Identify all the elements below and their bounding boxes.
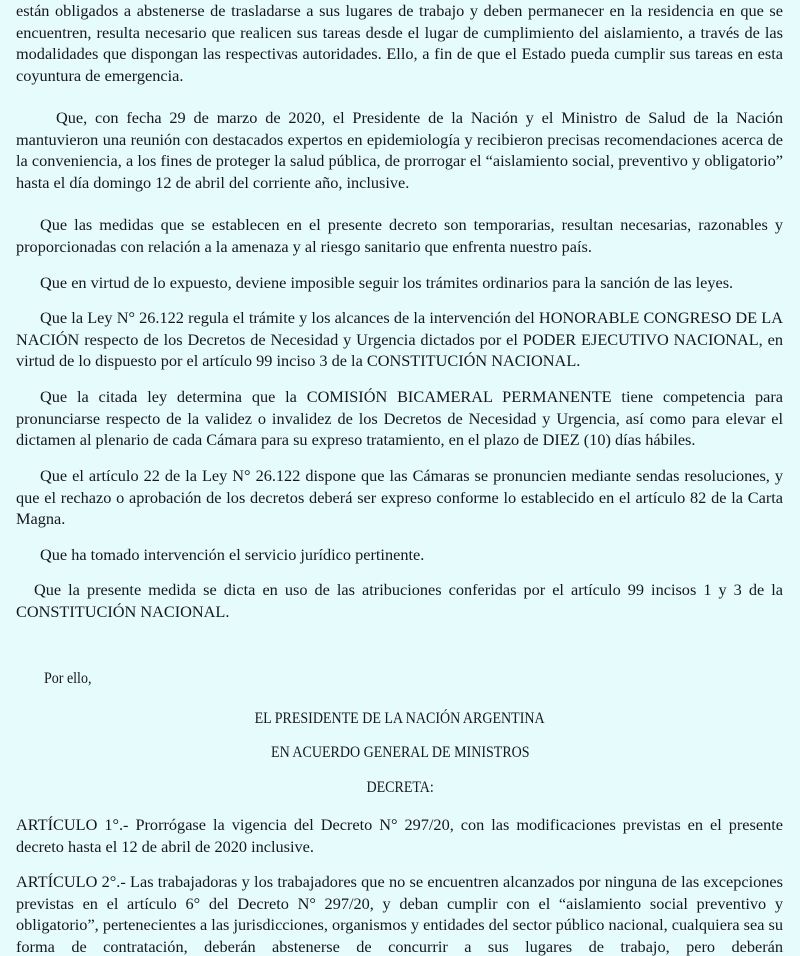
heading-acuerdo-general-text: EN ACUERDO GENERAL DE MINISTROS [270, 742, 530, 761]
article-1: ARTÍCULO 1°.- Prorrógase la vigencia del Decreto N° 297/20, con las modificaciones previstas en el presente decreto hasta el 12 de abril de 2020 inclusive. [16, 815, 783, 856]
heading-decreta-text: DECRETA: [366, 777, 434, 796]
article-2: ARTÍCULO 2°.- Las trabajadoras y los trabajadores que no se encuentren alcanzados por ninguna de las excepciones previstas en el artículo 6° del Decreto N° 297/20, y deban cumplir con el “aislamiento social preventivo y obligatorio”, pertenecientes a las jurisdicciones, organismos y entidades del sector público nacional, cualquiera sea su forma de contratación, deberán abstenerse de concurrir a sus lugares de trabajo, pero deberán [16, 872, 783, 956]
paragraph-comision-bicameral: Que la citada ley determina que la COMISIÓN BICAMERAL PERMANENTE tiene competencia para pronunciarse respecto de la validez o invalidez de los Decretos de Necesidad y Urgencia, así como para elevar el dictamen al plenario de cada Cámara para su expreso tratamiento, en el plazo de DIEZ (10) días hábiles. [16, 387, 783, 450]
paragraph-atribuciones: Que la presente medida se dicta en uso de las atribuciones conferidas por el artículo 99 incisos 1 y 3 de la CONSTITUCIÓN NACIONAL. [16, 580, 783, 621]
paragraph-ley-26122: Que la Ley N° 26.122 regula el trámite y los alcances de la intervención del HONORABLE CONGRESO DE LA NACIÓN respecto de los Decretos de Necesidad y Urgencia dictados por el PODER EJECUTIVO NACIONAL, en virtud de lo dispuesto por el artículo 99 inciso 3 de la CONSTITUCIÓN NACIONAL. [16, 308, 783, 371]
paragraph-articulo-22: Que el artículo 22 de la Ley N° 26.122 dispone que las Cámaras se pronuncien mediante sendas resoluciones, y que el rechazo o aprobación de los decretos deberá ser expreso conforme lo establecido en el artículo 82 de la Carta Magna. [16, 466, 783, 529]
paragraph-temporary-measures: Que las medidas que se establecen en el presente decreto son temporarias, resultan necesarias, razonables y proporcionadas con relación a la amenaza y al riesgo sanitario que enfrenta nuestro país. [16, 215, 783, 256]
paragraph-servicio-juridico: Que ha tomado intervención el servicio jurídico pertinente. [40, 545, 425, 564]
heading-presidente [0, 707, 800, 729]
heading-presidente-text: EL PRESIDENTE DE LA NACIÓN ARGENTINA [254, 708, 546, 727]
heading-acuerdo-general [0, 741, 800, 763]
por-ello-line [44, 667, 99, 689]
paragraph-meeting-29-march: Que, con fecha 29 de marzo de 2020, el Presidente de la Nación y el Ministro de Salud de la Nación mantuvieron una reunión con destacados expertos en epidemiología y recibieron precisas recomendaciones acerca de la conveniencia, a los fines de proteger la salud pública, de prorrogar el “aislamiento social, preventivo y obligatorio” hasta el día domingo 12 de abril del corriente año, inclusive. [16, 108, 783, 192]
por-ello-text: Por ello, [44, 668, 92, 687]
heading-decreta [0, 776, 800, 798]
paragraph-impossible-ordinary: Que en virtud de lo expuesto, deviene imposible seguir los trámites ordinarios para la sanción de las leyes. [40, 273, 734, 292]
paragraph-continuation: están obligados a abstenerse de trasladarse a sus lugares de trabajo y deben permanecer en la residencia en que se encuentren, resulta necesario que realicen sus tareas desde el lugar de cumplimiento del aislamiento, a través de las modalidades que dispongan las respectivas autoridades. Ello, a fin de que el Estado pueda cumplir sus tareas en esta coyuntura de emergencia. [16, 1, 783, 85]
